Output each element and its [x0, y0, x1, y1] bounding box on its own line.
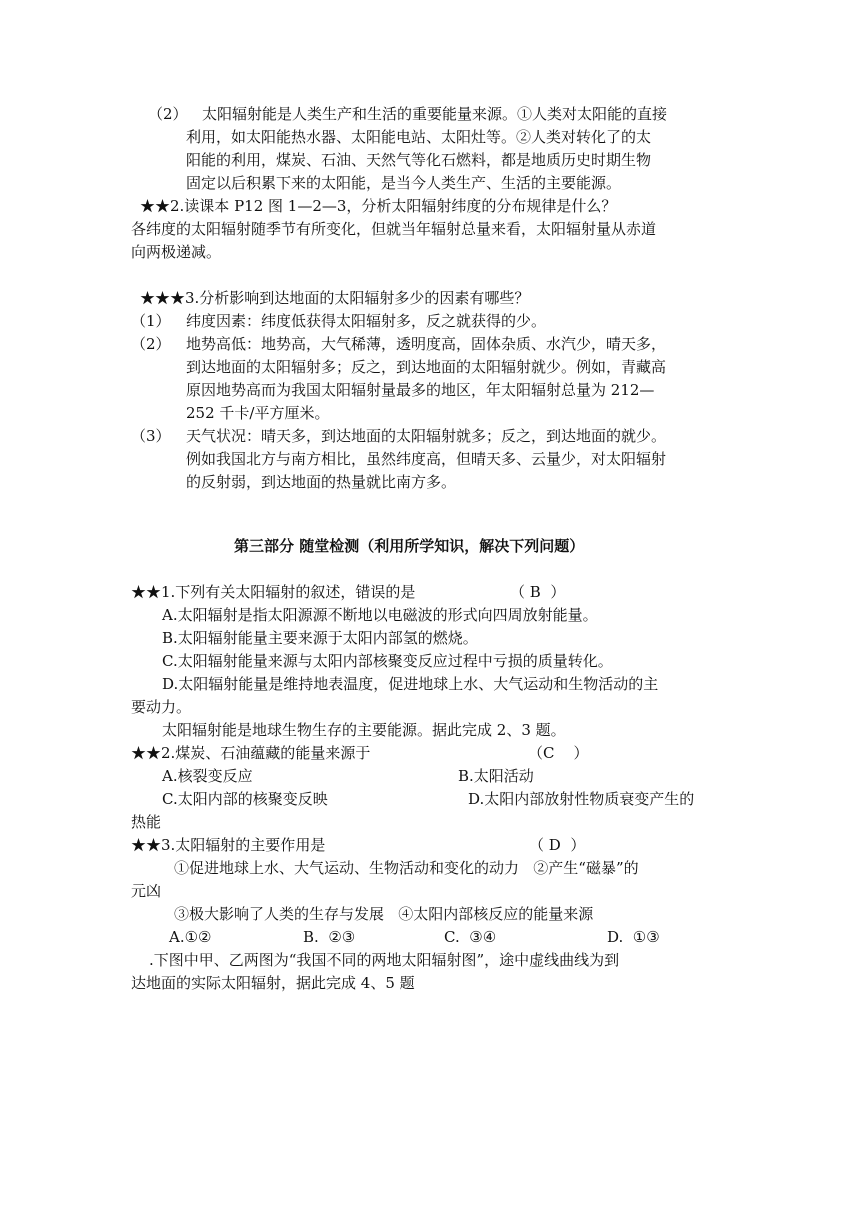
paragraph-line: 天气状况：晴天多，到达地面的太阳辐射就多；反之，到达地面的就少。: [186, 427, 667, 445]
question-stem: ★★3.太阳辐射的主要作用是: [131, 836, 326, 854]
paragraph-line: 利用，如太阳能热水器、太阳能电站、太阳灶等。②人类对转化了的太: [186, 128, 652, 146]
option-b: B.太阳活动: [458, 767, 534, 785]
option-d: D. ①③: [607, 928, 660, 946]
answer-key: （ D ）: [529, 836, 586, 854]
option-b: B. ②③: [303, 928, 356, 946]
answer-key: （C ）: [528, 744, 589, 762]
answer-line: 向两极递减。: [131, 243, 222, 261]
statement-line: 元凶: [131, 882, 162, 900]
item-number: （2）: [131, 335, 171, 353]
paragraph-line: 地势高低：地势高，大气稀薄，透明度高，固体杂质、水汽少，晴天多，: [186, 335, 667, 353]
paragraph-line: 原因地势高而为我国太阳辐射量最多的地区，年太阳辐射总量为 212—: [186, 381, 655, 399]
paragraph-line: 固定以后积累下来的太阳能，是当今人类生产、生活的主要能源。: [186, 174, 622, 192]
paragraph-line: 太阳辐射能是人类生产和生活的重要能量来源。①人类对太阳能的直接: [202, 105, 668, 123]
option-line: C.太阳辐射能量来源与太阳内部核聚变反应过程中亏损的质量转化。: [162, 652, 613, 670]
paragraph-line: 纬度因素：纬度低获得太阳辐射多，反之就获得的少。: [186, 312, 547, 330]
paragraph-line: 例如我国北方与南方相比，虽然纬度高，但晴天多、云量少，对太阳辐射: [186, 450, 667, 468]
paragraph-line: 的反射弱，到达地面的热量就比南方多。: [186, 473, 457, 491]
question-stem: ★★1.下列有关太阳辐射的叙述，错误的是: [131, 583, 416, 601]
paragraph-line: 到达地面的太阳辐射多；反之，到达地面的太阳辐射就少。例如，青藏高: [186, 358, 667, 376]
intro-text: 达地面的实际太阳辐射，据此完成 4、5 题: [131, 974, 415, 992]
section-heading: 第三部分 随堂检测（利用所学知识，解决下列问题）: [234, 537, 585, 555]
question-stem: ★★2.煤炭、石油蕴藏的能量来源于: [131, 744, 371, 762]
option-a: A.①②: [169, 928, 212, 946]
option-c: C.太阳内部的核聚变反映: [162, 790, 328, 808]
intro-text: .下图中甲、乙两图为“我国不同的两地太阳辐射图”，途中虚线曲线为到: [149, 951, 620, 969]
statement-line: ③极大影响了人类的生存与发展 ④太阳内部核反应的能量来源: [174, 905, 594, 923]
item-number: （3）: [131, 427, 171, 445]
item-number: （1）: [131, 312, 171, 330]
intro-text: 太阳辐射能是地球生物生存的主要能源。据此完成 2、3 题。: [162, 721, 566, 739]
option-line: B.太阳辐射能量主要来源于太阳内部氢的燃烧。: [162, 629, 478, 647]
option-d-continuation: 热能: [131, 813, 162, 831]
option-a: A.核裂变反应: [162, 767, 253, 785]
option-line: D.太阳辐射能量是维持地表温度，促进地球上水、大气运动和生物活动的主: [162, 675, 659, 693]
paragraph-line: 阳能的利用，煤炭、石油、天然气等化石燃料，都是地质历史时期生物: [186, 151, 652, 169]
option-line: A.太阳辐射是指太阳源源不断地以电磁波的形式向四周放射能量。: [162, 606, 598, 624]
question-title: ★★2.读课本 P12 图 1—2—3，分析太阳辐射纬度的分布规律是什么？: [140, 197, 617, 215]
answer-key: （ B ）: [510, 583, 566, 601]
option-line: 要动力。: [131, 698, 192, 716]
paragraph-line: 252 千卡/平方厘米。: [186, 404, 330, 422]
option-c: C. ③④: [444, 928, 497, 946]
statement-line: ①促进地球上水、大气运动、生物活动和变化的动力 ②产生“磁暴”的: [174, 859, 639, 877]
option-d: D.太阳内部放射性物质衰变产生的: [468, 790, 695, 808]
item-number: （2）: [148, 105, 188, 123]
question-title: ★★★3.分析影响到达地面的太阳辐射多少的因素有哪些？: [140, 289, 530, 307]
answer-line: 各纬度的太阳辐射随季节有所变化，但就当年辐射总量来看，太阳辐射量从赤道: [131, 220, 657, 238]
